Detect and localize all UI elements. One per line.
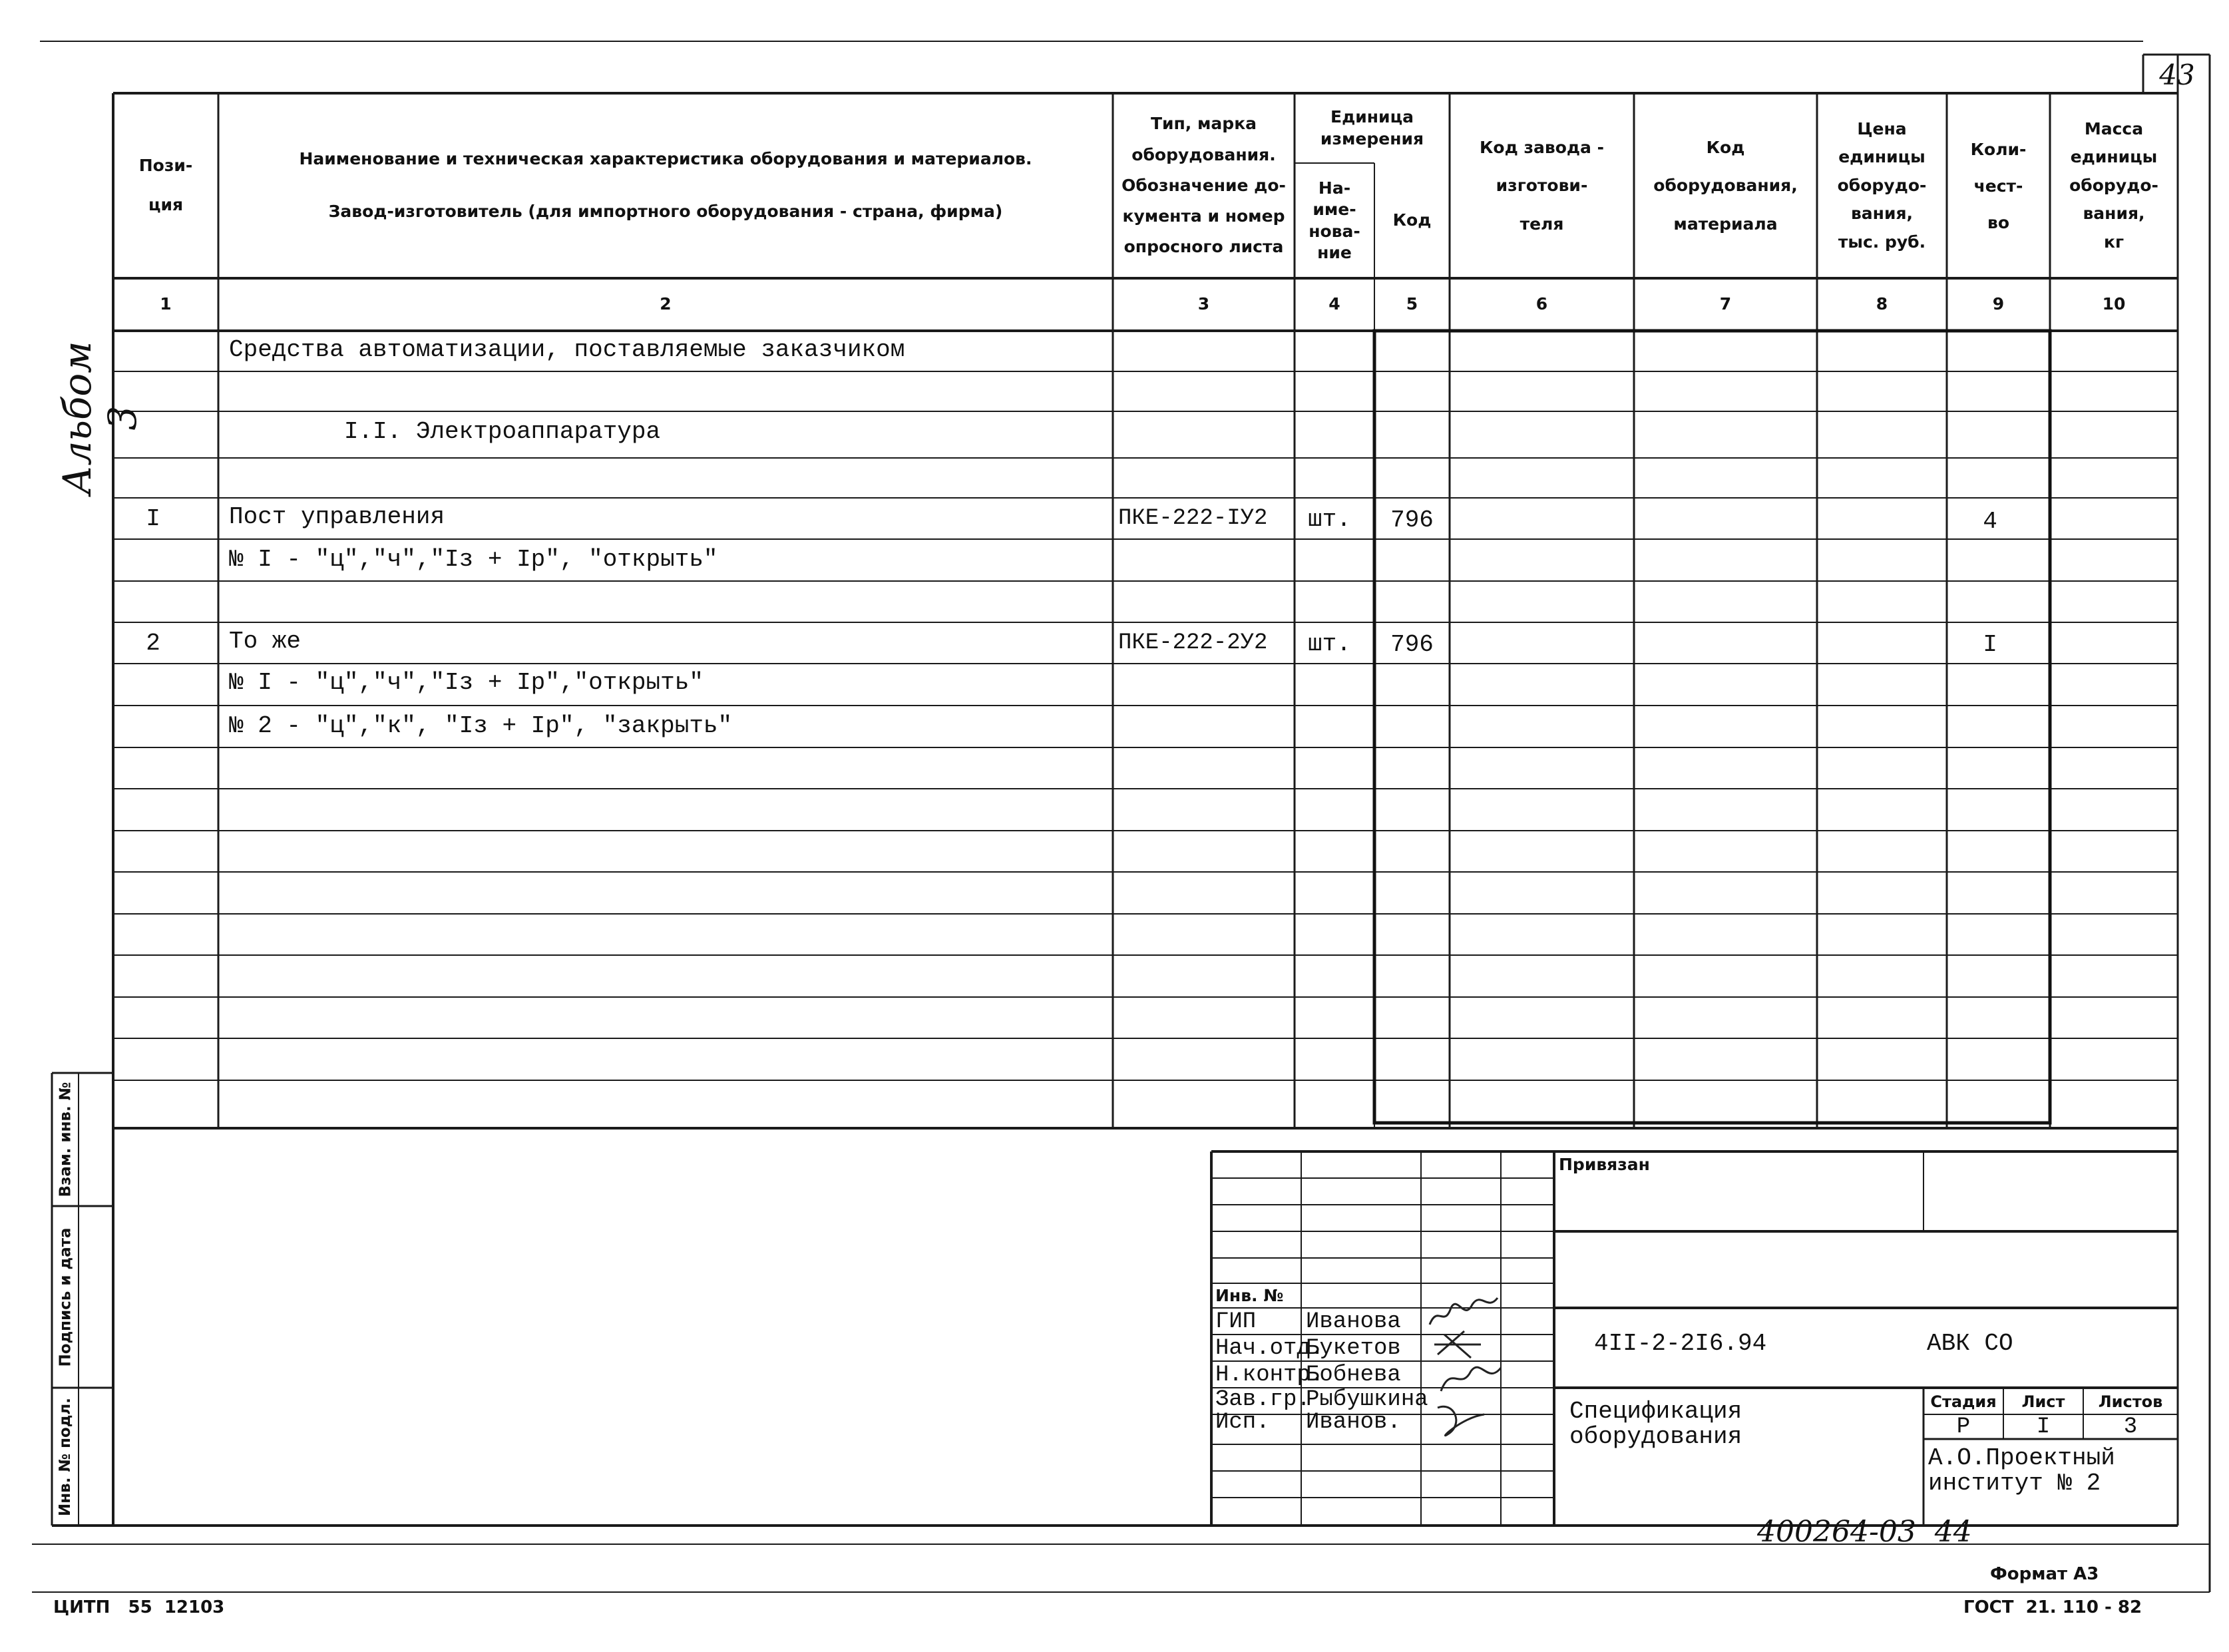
column-number: 7 [1719,294,1732,314]
header-price [1817,93,1947,278]
header-text: Единица [1330,107,1414,126]
table-row-unit: шт. [1308,630,1351,658]
album-label: Альбом 3 [55,341,145,495]
table-row-name: № 2 - "ц","к", "Iз + Iр", "закрыть" [229,712,733,739]
sheet-number-corner: 43 [2159,59,2195,91]
side-stamp-replacement [52,1073,79,1206]
table-row-name: То же [229,628,302,655]
column-number: 9 [1992,294,2005,314]
column-number: 10 [2102,294,2126,314]
stage-label: Стадия [1930,1392,1997,1411]
person-name: Иванова [1306,1309,1401,1335]
header-text: чест- [1973,176,2023,196]
header-text: оборудо- [2069,175,2158,195]
header-text: вания, [1850,204,1914,224]
header-text: теля [1520,214,1564,234]
sheet-label: Лист [2021,1392,2065,1411]
column-number: 4 [1328,294,1340,314]
role-label: Исп. [1215,1410,1270,1435]
table-row-position: I [146,505,160,532]
table-row-name: № I - "ц","ч","Iз + Iр","открыть" [229,669,704,696]
header-quantity [1947,93,2050,278]
side-stamp-signature [52,1206,79,1388]
sheets-label: Листов [2098,1392,2163,1411]
table-row-name: № I - "ц","ч","Iз + Iр", "открыть" [229,546,718,573]
stage-value: Р [1956,1414,1971,1440]
header-text: име- [1313,200,1356,219]
column-number: 5 [1406,294,1418,314]
header-text: Масса [2084,118,2144,138]
role-label: Зав.гр. [1215,1387,1311,1412]
header-text: оборудования. [1131,144,1276,164]
role-label: ГИП [1215,1309,1257,1335]
header-text: оборудо- [1837,175,1927,195]
document-title-line: Спецификация [1569,1398,1742,1425]
person-name: Бобнева [1306,1362,1401,1388]
table-row-quantity: 4 [1983,507,1997,535]
side-stamp-label: Взам. инв. № [57,1082,75,1197]
header-name [218,93,1113,278]
header-equipment-code [1634,93,1817,278]
person-name: Букетов [1306,1336,1401,1361]
organization-line: А.О.Проектный [1928,1444,2115,1472]
header-text: кумента и номер [1122,206,1285,226]
header-text: вания, [2083,204,2145,224]
side-stamp-label: Инв. № подл. [57,1397,75,1516]
header-text: Тип, марка [1150,114,1257,134]
header-type [1113,93,1295,278]
header-unit-code: Код [1392,210,1432,230]
header-mass [2050,93,2178,278]
role-label: Н.контр. [1215,1362,1324,1388]
handwritten-code: 400264-03 44 [1757,1515,1972,1549]
table-row-unit-code: 796 [1390,630,1434,658]
table-row-type: ПКЕ-222-2У2 [1118,630,1268,656]
document-title [1569,1399,1742,1450]
header-text: во [1987,212,2009,232]
header-text: единицы [2070,147,2158,167]
header-text: Обозначение до- [1121,175,1286,195]
table-row-name: Пост управления [229,503,445,530]
header-unit-name [1295,163,1374,278]
header-unit [1295,93,1450,163]
column-number: 1 [160,294,172,314]
names-list [1306,1309,1428,1434]
organization-line: институт № 2 [1928,1470,2101,1497]
organization [1928,1446,2115,1496]
table-row-unit-code: 796 [1390,506,1434,534]
column-number: 3 [1197,294,1210,314]
table-row-quantity: I [1983,630,1997,658]
column-number: 2 [660,294,672,314]
header-position [113,93,218,278]
table-row-name: I.I. Электроаппаратура [229,418,661,445]
role-label: Нач.отд. [1215,1336,1324,1361]
inventory-label: Инв. № [1215,1286,1284,1305]
format-label: Формат А3 [1990,1564,2099,1584]
header-text: изготови- [1496,176,1588,196]
citp-label: ЦИТП 55 12103 [53,1597,225,1617]
header-text: ние [1317,243,1352,262]
header-text: Цена [1857,118,1907,138]
sheet-value: I [2036,1414,2051,1440]
table-row-unit: шт. [1308,506,1351,533]
side-stamp-inventory [52,1388,79,1526]
column-number: 8 [1876,294,1888,314]
header-text: материала [1673,214,1778,234]
document-suffix: АВК СО [1927,1330,2013,1357]
header-text: единицы [1838,147,1925,167]
header-text: Завод-изготовитель (для импортного оборудования - страна, фирма) [328,202,1003,221]
table-row-name: Средства автоматизации, поставляемые заказчиком [229,336,905,363]
signatures [1424,1291,1511,1444]
table-row-type: ПКЕ-222-IУ2 [1118,506,1268,531]
header-text: опросного листа [1123,237,1284,257]
person-name: Рыбушкина [1306,1387,1428,1412]
header-factory-code [1450,93,1634,278]
header-text: измерения [1320,128,1424,148]
person-name: Иванов. [1306,1410,1401,1435]
header-text: нова- [1309,221,1360,241]
header-text: Коли- [1970,139,2027,159]
header-text: Код завода - [1479,137,1605,157]
header-text: тыс. руб. [1838,232,1926,252]
header-text: На- [1318,178,1351,198]
gost-label: ГОСТ 21. 110 - 82 [1963,1597,2142,1617]
header-text: Код [1706,137,1745,157]
side-stamp-label: Подпись и дата [57,1227,75,1366]
document-title-line: оборудования [1569,1423,1742,1450]
header-text: ция [148,195,184,214]
privyazan-label: Привязан [1559,1155,1650,1174]
sheets-value: 3 [2123,1414,2138,1440]
document-code: 4II-2-2I6.94 [1594,1330,1767,1357]
table-row-position: 2 [146,629,160,657]
header-text: оборудования, [1653,176,1798,196]
header-text: Наименование и техническая характеристика оборудования и материалов. [299,149,1032,169]
header-text: кг [2103,232,2125,252]
header-text: Пози- [138,156,193,176]
column-number: 6 [1535,294,1548,314]
